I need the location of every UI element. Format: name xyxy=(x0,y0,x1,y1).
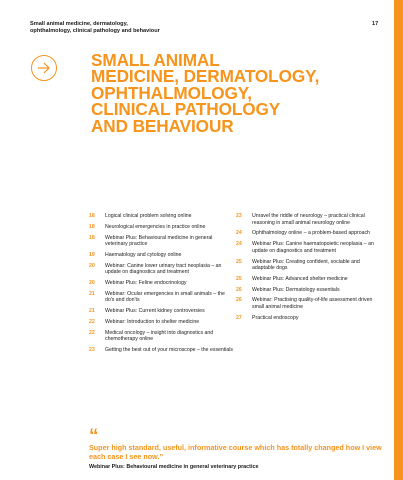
list-page-number: 18 xyxy=(89,234,95,241)
list-item-title: Webinar Plus: Canine haematopoietic neoplasia – an update on diagnostics and treatment xyxy=(252,241,374,254)
list-page-number: 20 xyxy=(89,262,95,269)
list-item-title: Haematology and cytology online xyxy=(105,251,182,258)
list-item-title: Webinar: Canine lower urinary tract neoplasia – an update on diagnostics and treatment xyxy=(105,262,222,276)
list-item[interactable] xyxy=(89,280,234,287)
quote-mark-icon: “ xyxy=(89,426,99,447)
list-item-title: Webinar Plus: Dermatology essentials xyxy=(252,286,340,293)
list-item-title: Webinar Plus: Feline endocrinology xyxy=(105,280,187,287)
title-line: MEDICINE, DERMATOLOGY, xyxy=(91,66,320,87)
list-item-title: Webinar Plus: Behavioural medicine in general veterinary practice xyxy=(105,234,213,248)
list-item[interactable] xyxy=(236,315,381,322)
list-page-number: 24 xyxy=(236,230,242,237)
arrow-right-icon xyxy=(31,55,57,81)
list-page-number: 26 xyxy=(236,297,242,304)
list-item[interactable] xyxy=(89,347,234,354)
list-item[interactable] xyxy=(89,319,234,326)
list-item-title: Ophthalmology online – a problem-based approach xyxy=(252,230,370,237)
list-page-number: 21 xyxy=(89,308,95,315)
list-page-number: 23 xyxy=(236,213,242,219)
list-page-number: 23 xyxy=(89,347,95,354)
list-item[interactable] xyxy=(89,291,234,304)
list-page-number: 22 xyxy=(89,329,95,336)
list-item-title: Unravel the riddle of neurology – practical clinical reasoning in small animal neurology online xyxy=(252,213,365,226)
list-item-title: Logical clinical problem solving online xyxy=(105,213,192,219)
list-item[interactable] xyxy=(89,308,234,315)
testimonial-quote: Super high standard, useful, informative course which has totally changed how I view each case I see now.” xyxy=(89,443,382,461)
accent-sidebar xyxy=(394,0,403,480)
list-page-number: 21 xyxy=(89,290,95,297)
list-page-number: 27 xyxy=(236,314,242,321)
list-item[interactable] xyxy=(89,330,234,343)
title-line: AND BEHAVIOUR xyxy=(91,115,234,136)
title-line: SMALL ANIMAL xyxy=(91,50,220,70)
list-item[interactable] xyxy=(236,297,381,310)
list-item[interactable] xyxy=(89,213,234,220)
list-item[interactable] xyxy=(236,276,381,283)
list-page-number: 24 xyxy=(236,241,242,248)
title-line: OPHTHALMOLOGY, xyxy=(91,82,252,103)
testimonial-source: Webinar Plus: Behavioural medicine in general veterinary practice xyxy=(89,464,259,470)
list-item[interactable] xyxy=(89,224,234,231)
list-item-title: Webinar: Practising quality-of-life assessment driven small animal medicine xyxy=(252,297,373,311)
list-item[interactable] xyxy=(236,259,381,272)
list-item-title: Webinar Plus: Advanced shelter medicine xyxy=(252,275,348,282)
list-item-title: Neurological emergencies in practice online xyxy=(105,223,206,230)
list-item[interactable] xyxy=(89,263,234,276)
list-page-number: 18 xyxy=(89,213,95,219)
list-page-number: 26 xyxy=(236,286,242,293)
page-number: 17 xyxy=(372,21,379,27)
list-item-title: Webinar Plus: Creating confident, sociable and adaptable dogs xyxy=(252,258,360,272)
list-item-title: Getting the best out of your microscope – the essentials xyxy=(105,347,234,354)
running-header-line-2: ophthalmology, clinical pathology and behaviour xyxy=(30,28,160,35)
list-item-title: Medical oncology – insight into diagnostics and chemotherapy online xyxy=(105,329,214,343)
list-item[interactable] xyxy=(89,252,234,259)
running-header-line-1: Small animal medicine, dermatology, xyxy=(30,21,128,27)
list-page-number: 18 xyxy=(89,223,95,230)
section-title xyxy=(91,52,381,134)
list-page-number: 25 xyxy=(236,275,242,282)
list-page-number: 22 xyxy=(89,319,95,326)
list-page-number: 19 xyxy=(89,251,95,258)
list-item-title: Webinar: Introduction to shelter medicine xyxy=(105,319,200,326)
list-item[interactable] xyxy=(236,241,381,254)
course-list-right xyxy=(236,213,381,326)
list-item[interactable] xyxy=(89,235,234,248)
list-item-title: Webinar Plus: Current kidney controversies xyxy=(105,308,205,315)
running-header xyxy=(30,21,160,35)
list-page-number: 20 xyxy=(89,280,95,287)
list-item-title: Practical endoscopy xyxy=(252,314,299,321)
list-page-number: 25 xyxy=(236,258,242,265)
list-item[interactable] xyxy=(236,213,381,226)
title-line: CLINICAL PATHOLOGY xyxy=(91,99,281,120)
list-item[interactable] xyxy=(236,230,381,237)
list-item-title: Webinar: Ocular emergencies in small animals – the do's and don'ts xyxy=(105,290,225,304)
list-item[interactable] xyxy=(236,287,381,294)
course-list-left xyxy=(89,213,234,358)
